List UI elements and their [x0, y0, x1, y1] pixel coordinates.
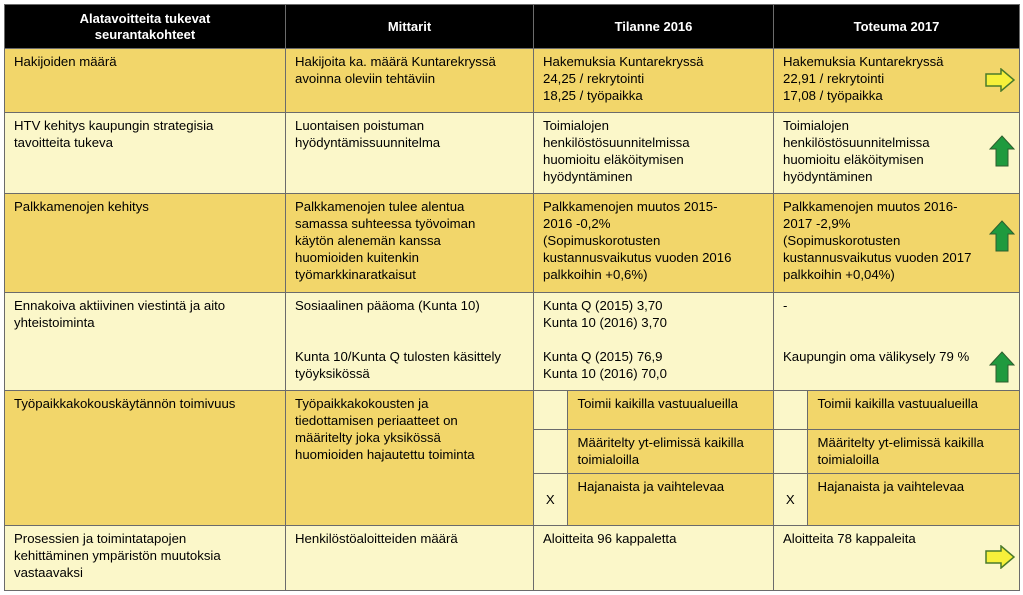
option-row [774, 474, 1019, 525]
status-2016-text: Kunta 10 (2016) 3,70 [543, 314, 667, 330]
status-2017-text: huomioitu eläköitymisen [783, 152, 924, 168]
table-row [5, 526, 1020, 591]
header-2017: Toteuma 2017 [774, 5, 1020, 49]
metric-text: Palkkamenojen tulee alentua [295, 198, 465, 214]
right-arrow-icon [985, 545, 1015, 569]
option-mark [534, 430, 567, 474]
monitoring-table [4, 4, 1020, 591]
status-2017-text: Aloitteita 78 kappaleita [783, 531, 916, 547]
status-2016-text: henkilöstösuunnitelmissa [543, 135, 690, 151]
status-2016-text: Toimialojen [543, 118, 609, 134]
status-2017-text: henkilöstösuunnitelmissa [783, 135, 930, 151]
metric-text: työmarkkinaratkaisut [295, 266, 416, 282]
status-2017-text: 2017 -2,9% [783, 215, 851, 231]
target-text: Hakijoiden määrä [14, 54, 117, 70]
metric-text: työyksikössä [295, 365, 370, 381]
status-2016-text: Kunta Q (2015) 76,9 [543, 348, 663, 364]
option-row [774, 430, 1019, 474]
table-row [5, 113, 1020, 194]
options-2016 [534, 391, 773, 525]
up-arrow-icon [989, 135, 1015, 167]
metric-text: Kunta 10/Kunta Q tulosten käsittely [295, 348, 501, 364]
target-text: tavoitteita tukeva [14, 135, 113, 151]
target-text: yhteistoiminta [14, 314, 95, 330]
status-2016-text: palkkoihin +0,6%) [543, 266, 648, 282]
option-mark: X [534, 474, 567, 525]
option-label: Hajanaista ja vaihtelevaa [577, 479, 725, 495]
option-label: Hajanaista ja vaihtelevaa [817, 479, 965, 495]
table-row [5, 49, 1020, 113]
target-text: Työpaikkakokouskäytännön toimivuus [14, 395, 236, 411]
status-2017-text: Palkkamenojen muutos 2016- [783, 198, 958, 214]
options-2017 [774, 391, 1019, 525]
metric-text: avoinna oleviin tehtäviin [295, 71, 436, 87]
status-2017-text: palkkoihin +0,04%) [783, 266, 895, 282]
option-label: Toimii kaikilla vastuualueilla [577, 395, 739, 411]
option-label: toimialoilla [817, 452, 880, 468]
status-2016-text: Hakemuksia Kuntarekryssä [543, 54, 704, 70]
up-arrow-icon [989, 351, 1015, 383]
target-text: kehittäminen ympäristön muutoksia [14, 548, 221, 564]
target-text: Prosessien ja toimintatapojen [14, 531, 187, 547]
metric-text: Hakijoita ka. määrä Kuntarekryssä [295, 54, 496, 70]
status-2016-text: 2016 -0,2% [543, 215, 611, 231]
status-2017-text: - [783, 297, 788, 313]
metric-text: Luontaisen poistuman [295, 118, 425, 134]
option-label: Määritelty yt-elimissä kaikilla [817, 435, 984, 451]
status-2016-text: huomioitu eläköitymisen [543, 152, 684, 168]
option-row [534, 474, 773, 525]
option-mark [534, 391, 567, 430]
status-2016-text: 18,25 / työpaikka [543, 88, 643, 104]
header-targets: Alatavoitteita tukevat seurantakohteet [5, 5, 286, 49]
metric-text: hyödyntämissuunnitelma [295, 135, 441, 151]
target-text: Ennakoiva aktiivinen viestintä ja aito [14, 297, 226, 313]
status-2017-text: Toimialojen [783, 118, 849, 134]
metric-text: Työpaikkakokousten ja [295, 395, 429, 411]
status-2016-text: Aloitteita 96 kappaletta [543, 531, 677, 547]
option-row [774, 391, 1019, 430]
status-2017-text: hyödyntäminen [783, 169, 873, 185]
header-2016: Tilanne 2016 [534, 5, 774, 49]
metric-text: huomioiden kuitenkin [295, 249, 419, 265]
status-2016-text: kustannusvaikutus vuoden 2016 [543, 249, 732, 265]
status-2017-text: Hakemuksia Kuntarekryssä [783, 54, 944, 70]
status-2017-text: kustannusvaikutus vuoden 2017 [783, 249, 972, 265]
up-arrow-icon [989, 220, 1015, 252]
status-2017-text: Kaupungin oma välikysely 79 % [783, 348, 970, 364]
right-arrow-icon [985, 68, 1015, 92]
metric-text: samassa suhteessa työvoiman [295, 215, 476, 231]
target-text: HTV kehitys kaupungin strategisia [14, 118, 214, 134]
status-2016-text: (Sopimuskorotusten [543, 232, 661, 248]
status-2016-text: Kunta Q (2015) 3,70 [543, 297, 663, 313]
option-mark [774, 391, 807, 430]
status-2016-text: Kunta 10 (2016) 70,0 [543, 365, 667, 381]
metric-text: Sosiaalinen pääoma (Kunta 10) [295, 297, 480, 313]
option-label: Toimii kaikilla vastuualueilla [817, 395, 979, 411]
metric-text: huomioiden hajautettu toiminta [295, 446, 475, 462]
status-2017-text: 17,08 / työpaikka [783, 88, 883, 104]
metric-text: Henkilöstöaloitteiden määrä [295, 531, 458, 547]
metric-text: tiedottamisen periaatteet on [295, 412, 458, 428]
option-row [534, 391, 773, 430]
header-row [5, 5, 1020, 49]
status-2016-text: hyödyntäminen [543, 169, 633, 185]
target-text: Palkkamenojen kehitys [14, 198, 149, 214]
status-2017-text: (Sopimuskorotusten [783, 232, 901, 248]
header-metrics: Mittarit [286, 5, 534, 49]
option-mark: X [774, 474, 807, 525]
status-2016-text: 24,25 / rekrytointi [543, 71, 645, 87]
metric-text: määritelty joka yksikössä [295, 429, 441, 445]
option-row [534, 430, 773, 474]
option-label: toimialoilla [577, 452, 640, 468]
metric-text: käytön alenemän kanssa [295, 232, 441, 248]
status-2016-text: Palkkamenojen muutos 2015- [543, 198, 718, 214]
status-2017-text: 22,91 / rekrytointi [783, 71, 885, 87]
target-text: vastaavaksi [14, 565, 83, 581]
option-label: Määritelty yt-elimissä kaikilla [577, 435, 744, 451]
table-row [5, 390, 1020, 525]
table-row [5, 292, 1020, 390]
option-mark [774, 430, 807, 474]
table-row [5, 193, 1020, 292]
